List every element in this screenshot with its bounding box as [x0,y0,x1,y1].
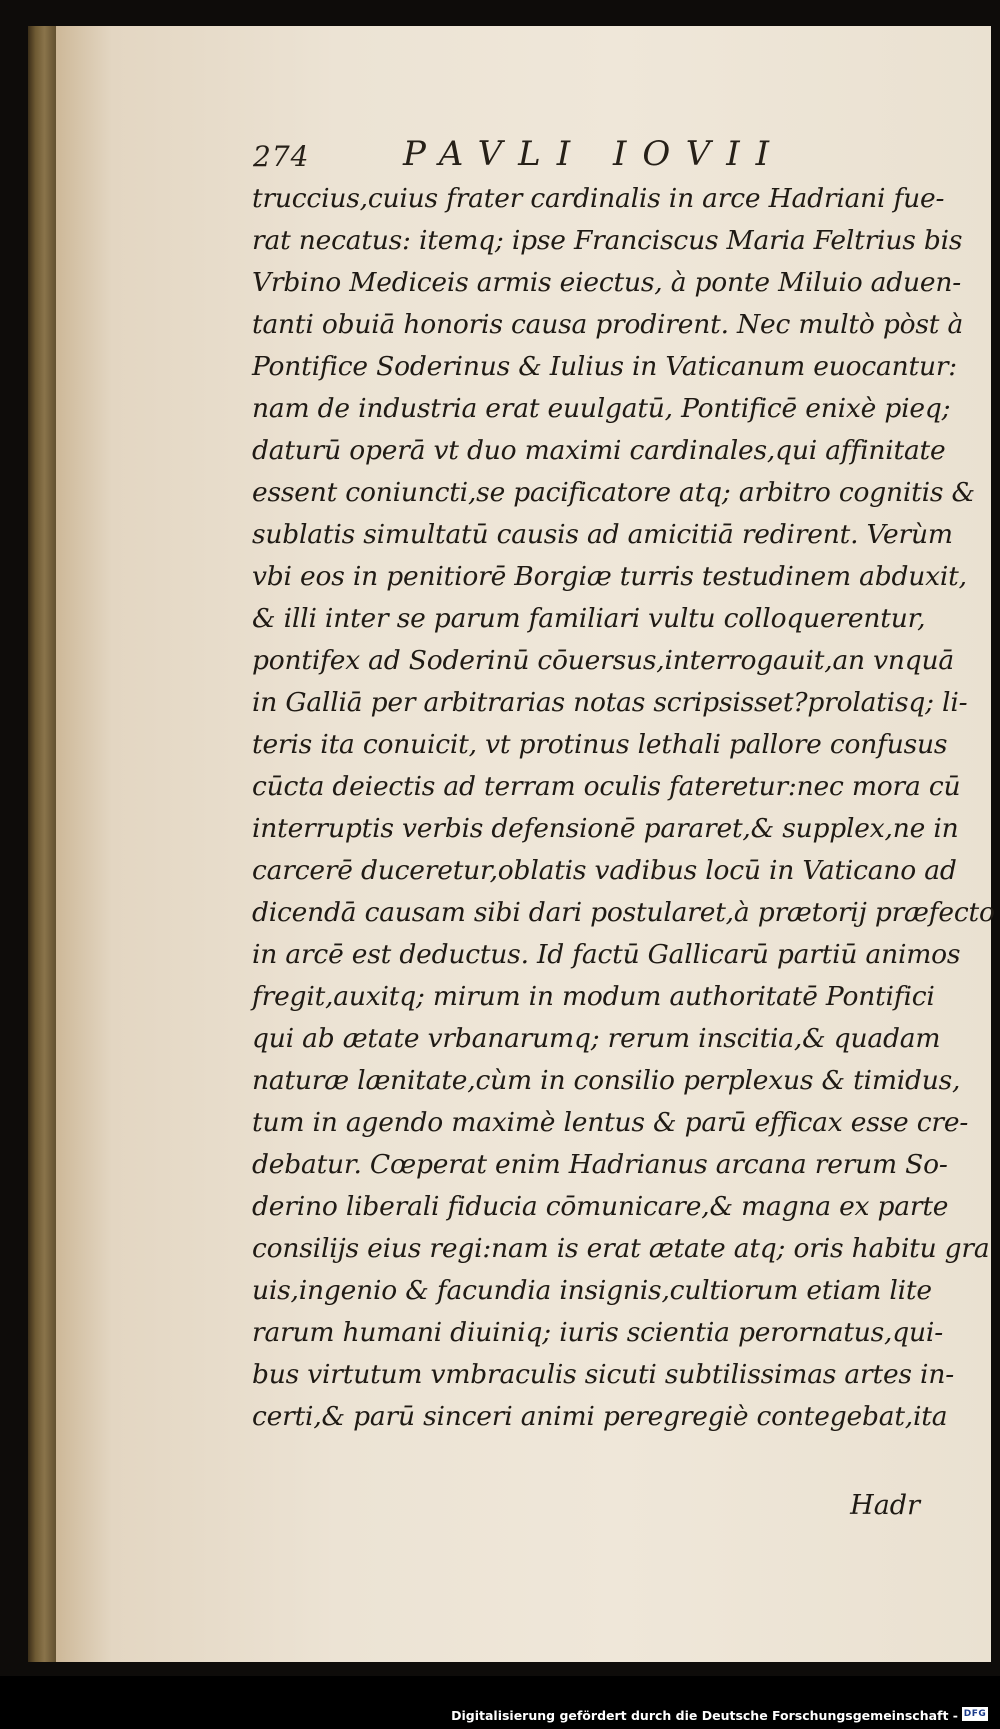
text-line: uis,ingenio & facundia insignis,cultiorum etiam lite [252,1275,932,1306]
text-line: debatur. Cœperat enim Hadrianus arcana rerum So- [252,1149,948,1180]
text-line: interruptis verbis defensionē pararet,& supplex,ne in [252,813,959,844]
text-line: Vrbino Mediceis armis eiectus, à ponte Miluio aduen- [252,267,962,298]
text-line: rat necatus: itemq; ipse Franciscus Maria Feltrius bis [252,225,963,256]
text-line: in arcē est deductus. Id factū Gallicarū partiū animos [252,939,961,970]
text-line: pontifex ad Soderinū cōuersus,interrogauit,an vnquā [252,645,955,676]
catchword: Hadr [850,1490,920,1521]
text-line: nam de industria erat euulgatū, Pontificē enixè pieq; [252,393,951,424]
dfg-logo-icon: DFG [963,1709,987,1719]
text-line: daturū operā vt duo maximi cardinales,qui affinitate [252,435,946,466]
running-head: PAVLI IOVII [403,134,786,174]
book-spine-edge [28,26,58,1662]
text-line: in Galliā per arbitrarias notas scripsisset?prolatisq; li- [252,687,968,718]
page-header [195,122,835,182]
text-line: qui ab ætate vrbanarumq; rerum inscitia,& quadam [252,1023,941,1054]
text-line: truccius,cuius frater cardinalis in arce Hadriani fue- [252,183,945,214]
footer-credit: Digitalisierung gefördert durch die Deutsche Forschungsgemeinschaft - [451,1708,958,1723]
text-line: essent coniuncti,se pacificatore atq; arbitro cognitis & [252,477,975,508]
text-line: dicendā causam sibi dari postularet,à prætorij præfecto [252,897,995,928]
text-line: vbi eos in penitiorē Borgiæ turris testudinem abduxit, [252,561,967,592]
text-line: fregit,auxitq; mirum in modum authoritatē Pontifici [252,981,935,1012]
text-line: sublatis simultatū causis ad amicitiā redirent. Verùm [252,519,953,550]
text-line: certi,& parū sinceri animi peregregiè contegebat,ita [252,1401,948,1432]
text-line: derino liberali fiducia cōmunicare,& magna ex parte [252,1191,949,1222]
text-line: carcerē duceretur,oblatis vadibus locū in Vaticano ad [252,855,957,886]
text-line: tum in agendo maximè lentus & parū efficax esse cre- [252,1107,969,1138]
text-line: cūcta deiectis ad terram oculis fateretur:nec mora cū [252,771,961,802]
text-line: naturæ lænitate,cùm in consilio perplexus & timidus, [252,1065,961,1096]
text-line: rarum humani diuiniq; iuris scientia perornatus,qui- [252,1317,943,1348]
body-text [252,178,995,1438]
text-line: tanti obuiā honoris causa prodirent. Nec multò pòst à [252,309,964,340]
text-line: consilijs eius regi:nam is erat ætate atq; oris habitu gra [252,1233,990,1264]
text-line: & illi inter se parum familiari vultu colloquerentur, [252,603,926,634]
text-line: Pontifice Soderinus & Iulius in Vaticanum euocantur: [252,351,958,382]
text-line: bus virtutum vmbraculis sicuti subtilissimas artes in- [252,1359,954,1390]
text-line: teris ita conuicit, vt protinus lethali pallore confusus [252,729,948,760]
page-number: 274 [253,140,310,173]
